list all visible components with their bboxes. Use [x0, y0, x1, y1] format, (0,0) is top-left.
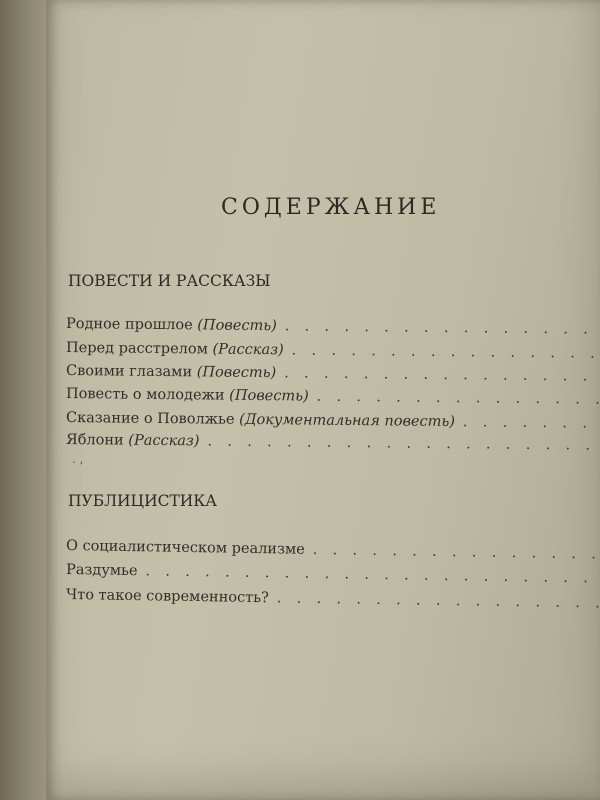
leader-dots: [277, 590, 600, 611]
leader-dots: [317, 389, 600, 408]
section-heading-journalism: ПУБЛИЦИСТИКА: [68, 492, 218, 510]
leader-dots: [207, 433, 600, 453]
entry-genre: (Повесть): [197, 317, 277, 335]
toc-entry: [66, 316, 600, 342]
entry-genre: (Повесть): [229, 387, 309, 405]
toc-entry: [66, 538, 600, 566]
toc-entry: [66, 410, 600, 436]
entry-title: Своими глазами: [65, 363, 193, 381]
entry-title: О социалистическом реализме: [65, 538, 305, 558]
book-page: [46, 0, 600, 800]
entry-genre: (Повесть): [196, 364, 277, 382]
toc-entry: [66, 386, 600, 412]
entry-title: Перед расстрелом: [65, 340, 209, 358]
entry-title: Раздумье: [65, 562, 138, 580]
leader-dots: [313, 542, 600, 563]
entry-title: Что такое современность?: [65, 587, 269, 607]
toc-entry: [66, 562, 600, 590]
leader-dots: [292, 342, 600, 361]
book-spine-edge: [0, 0, 46, 800]
leader-dots: [145, 563, 600, 586]
table-of-contents: [46, 0, 600, 800]
toc-entry: [66, 587, 600, 615]
entry-genre: (Рассказ): [212, 341, 284, 359]
entry-title: Яблони: [65, 432, 124, 449]
toc-entry: [66, 363, 600, 389]
leader-dots: [284, 365, 600, 384]
entry-genre: (Рассказ): [128, 432, 200, 450]
toc-entry: [66, 432, 600, 458]
leader-dots: [463, 414, 600, 431]
entry-title: Повесть о молодежи: [65, 386, 225, 404]
leader-dots: [285, 318, 600, 337]
toc-entry: [66, 340, 600, 366]
entry-genre: (Документальная повесть): [239, 411, 456, 431]
page-title: СОДЕРЖАНИЕ: [221, 195, 441, 220]
section-heading-stories: ПОВЕСТИ И РАССКАЗЫ: [68, 272, 271, 290]
stray-mark: . ,: [72, 452, 84, 466]
entry-title: Родное прошлое: [65, 316, 193, 334]
entry-title: Сказание о Поволжье: [65, 410, 235, 428]
